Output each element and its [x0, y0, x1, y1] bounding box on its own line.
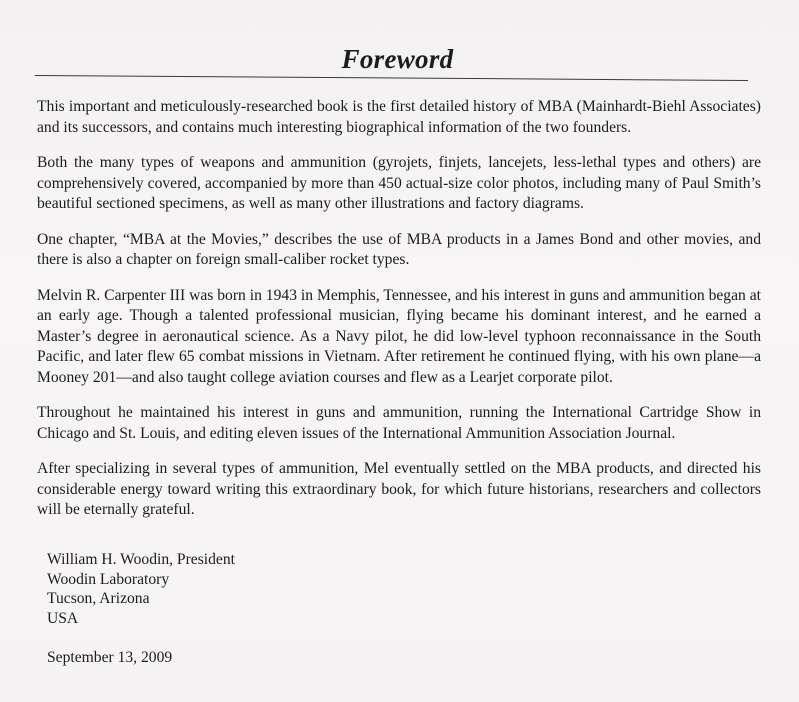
paragraph-weapons: Both the many types of weapons and ammunition (gyrojets, finjets, lancejets, less-lethal types and others) are comprehensively covered, accompanied by more than 450 actual-size color photos, including many of Paul Smith’s beautiful sectioned specimens, as well as many other illustrations and factory diagrams. — [37, 154, 761, 212]
paragraph-author-bio: Melvin R. Carpenter III was born in 1943 in Memphis, Tennessee, and his interest in guns and ammunition began at an early age. Though a talented professional musician, flying became his dominant interest, and he earned a Master’s degree in aeronautical science. As a Navy pilot, he did low-level typhoon reconnaissance in the South Pacific, and later flew 65 combat missions in Vietnam. After retirement he continued flying, with his own plane—a Mooney 201—and also taught college aviation courses and flew as a Learjet corporate pilot. — [37, 286, 761, 386]
paragraph-interest: Throughout he maintained his interest in guns and ammunition, running the International Cartridge Show in Chicago and St. Louis, and editing eleven issues of the International Ammunition Association Journal. — [37, 404, 761, 442]
title-underline — [35, 75, 748, 81]
paragraph-movies: One chapter, “MBA at the Movies,” describes the use of MBA products in a James Bond and other movies, and there is also a chapter on foreign small-caliber rocket types. — [37, 230, 761, 268]
signature-organization: Woodin Laboratory — [47, 570, 170, 588]
foreword-date: September 13, 2009 — [47, 649, 173, 666]
signature-country: USA — [47, 609, 79, 627]
paragraph-intro: This important and meticulously-researched book is the first detailed history of MBA (Mainhardt-Biehl Associates) and its successors, and contains much interesting biographical information of the two founders. — [37, 98, 761, 136]
page-title: Foreword — [341, 44, 454, 74]
signature-city: Tucson, Arizona — [47, 590, 150, 607]
signature-name: William H. Woodin, President — [47, 551, 235, 568]
signature-block — [47, 550, 235, 628]
paragraph-closing: After specializing in several types of ammunition, Mel eventually settled on the MBA products, and directed his considerable energy toward writing this extraordinary book, for which future historians, researchers and collectors will be eternally grateful. — [37, 460, 761, 518]
foreword-body — [37, 97, 761, 536]
